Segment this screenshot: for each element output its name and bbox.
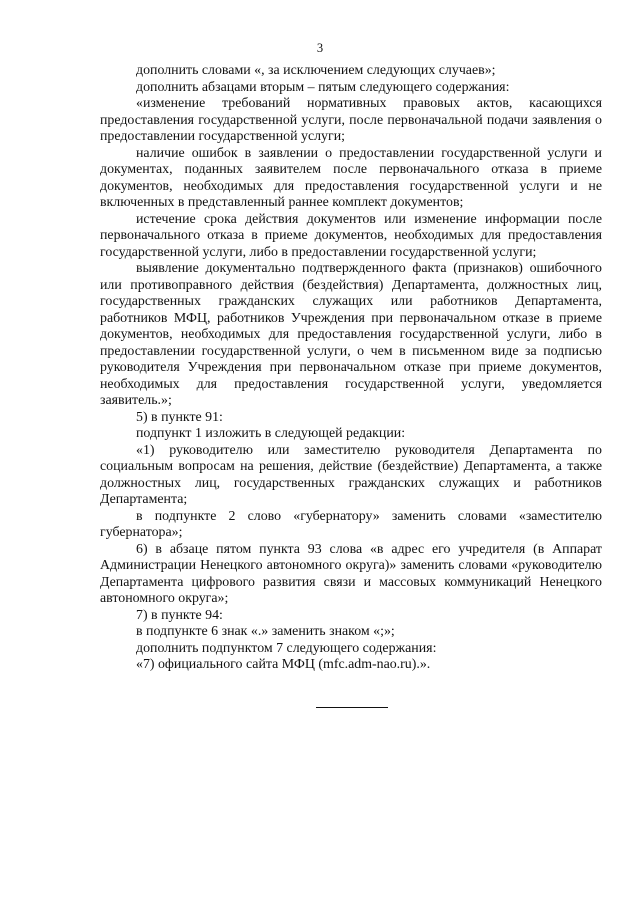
page-number: 3 — [316, 41, 324, 55]
paragraph-item-6: 6) в абзаце пятом пункта 93 слова «в адрес его учредителя (в Аппарат Администрации Ненецкого автономного округа)» заменить словами «руководителю Департамента цифрового развития связи и массовых коммуникаций Ненецкого автономного округа»; — [100, 541, 602, 606]
paragraph-detection-of-fact: выявление документально подтвержденного факта (признаков) ошибочного или противоправного действия (бездействия) Департамента, должностных лиц, государственных гражданских служащих или работников Департамента, работников МФЦ, работников Учреждения при первоначальном отказе в приеме документов, необходимых для предоставления государственной услуги, либо в предоставлении государственной услуги, о чем в письменном виде за подписью руководителя Учреждения при первоначальном отказе при приеме документов, необходимых для предоставления государственной услуги, уведомляется заявитель.»; — [100, 261, 602, 408]
paragraph-subitem-7-text: «7) официального сайта МФЦ (mfc.adm-nao.ru).». — [136, 657, 431, 672]
paragraph-errors-in-application: наличие ошибок в заявлении о предоставлении государственной услуги и документах, поданных заявителем после первоначального отказа в приеме документов, необходимых для предоставления государственной услуги и не включенных в представленный раннее комплект документов; — [100, 145, 602, 210]
paragraph-add-paragraphs: дополнить абзацами вторым – пятым следующего содержания: — [136, 79, 510, 95]
paragraph-subitem-6: в подпункте 6 знак «.» заменить знаком «;»; — [136, 624, 395, 639]
document-body — [100, 63, 602, 674]
paragraph-add-words: дополнить словами «, за исключением следующих случаев»; — [136, 63, 496, 78]
paragraph-subitem-1-intro: подпункт 1 изложить в следующей редакции: — [136, 426, 406, 441]
paragraph-add-subitem-7: дополнить подпунктом 7 следующего содержания: — [136, 640, 437, 656]
paragraph-item-5: 5) в пункте 91: — [136, 409, 223, 425]
paragraph-item-7: 7) в пункте 94: — [136, 607, 223, 623]
paragraph-subitem-1-text: «1) руководителю или заместителю руководителя Департамента по социальным вопросам на решения, действие (бездействие) Департамента, а также должностных лиц, государственных гражданских служащих и работников Департамента; — [100, 442, 602, 507]
paragraph-change-requirements: «изменение требований нормативных правовых актов, касающихся предоставления государственной услуги, после первоначальной подачи заявления о предоставлении государственной услуги; — [100, 96, 602, 144]
paragraph-subitem-2: в подпункте 2 слово «губернатору» заменить словами «заместителю губернатора»; — [100, 508, 602, 540]
end-of-document-divider — [316, 707, 388, 708]
paragraph-expiry-of-documents: истечение срока действия документов или изменение информации после первоначального отказа в приеме документов, необходимых для предоставления государственной услуги, либо в предоставлении государственной услуги; — [100, 211, 602, 260]
